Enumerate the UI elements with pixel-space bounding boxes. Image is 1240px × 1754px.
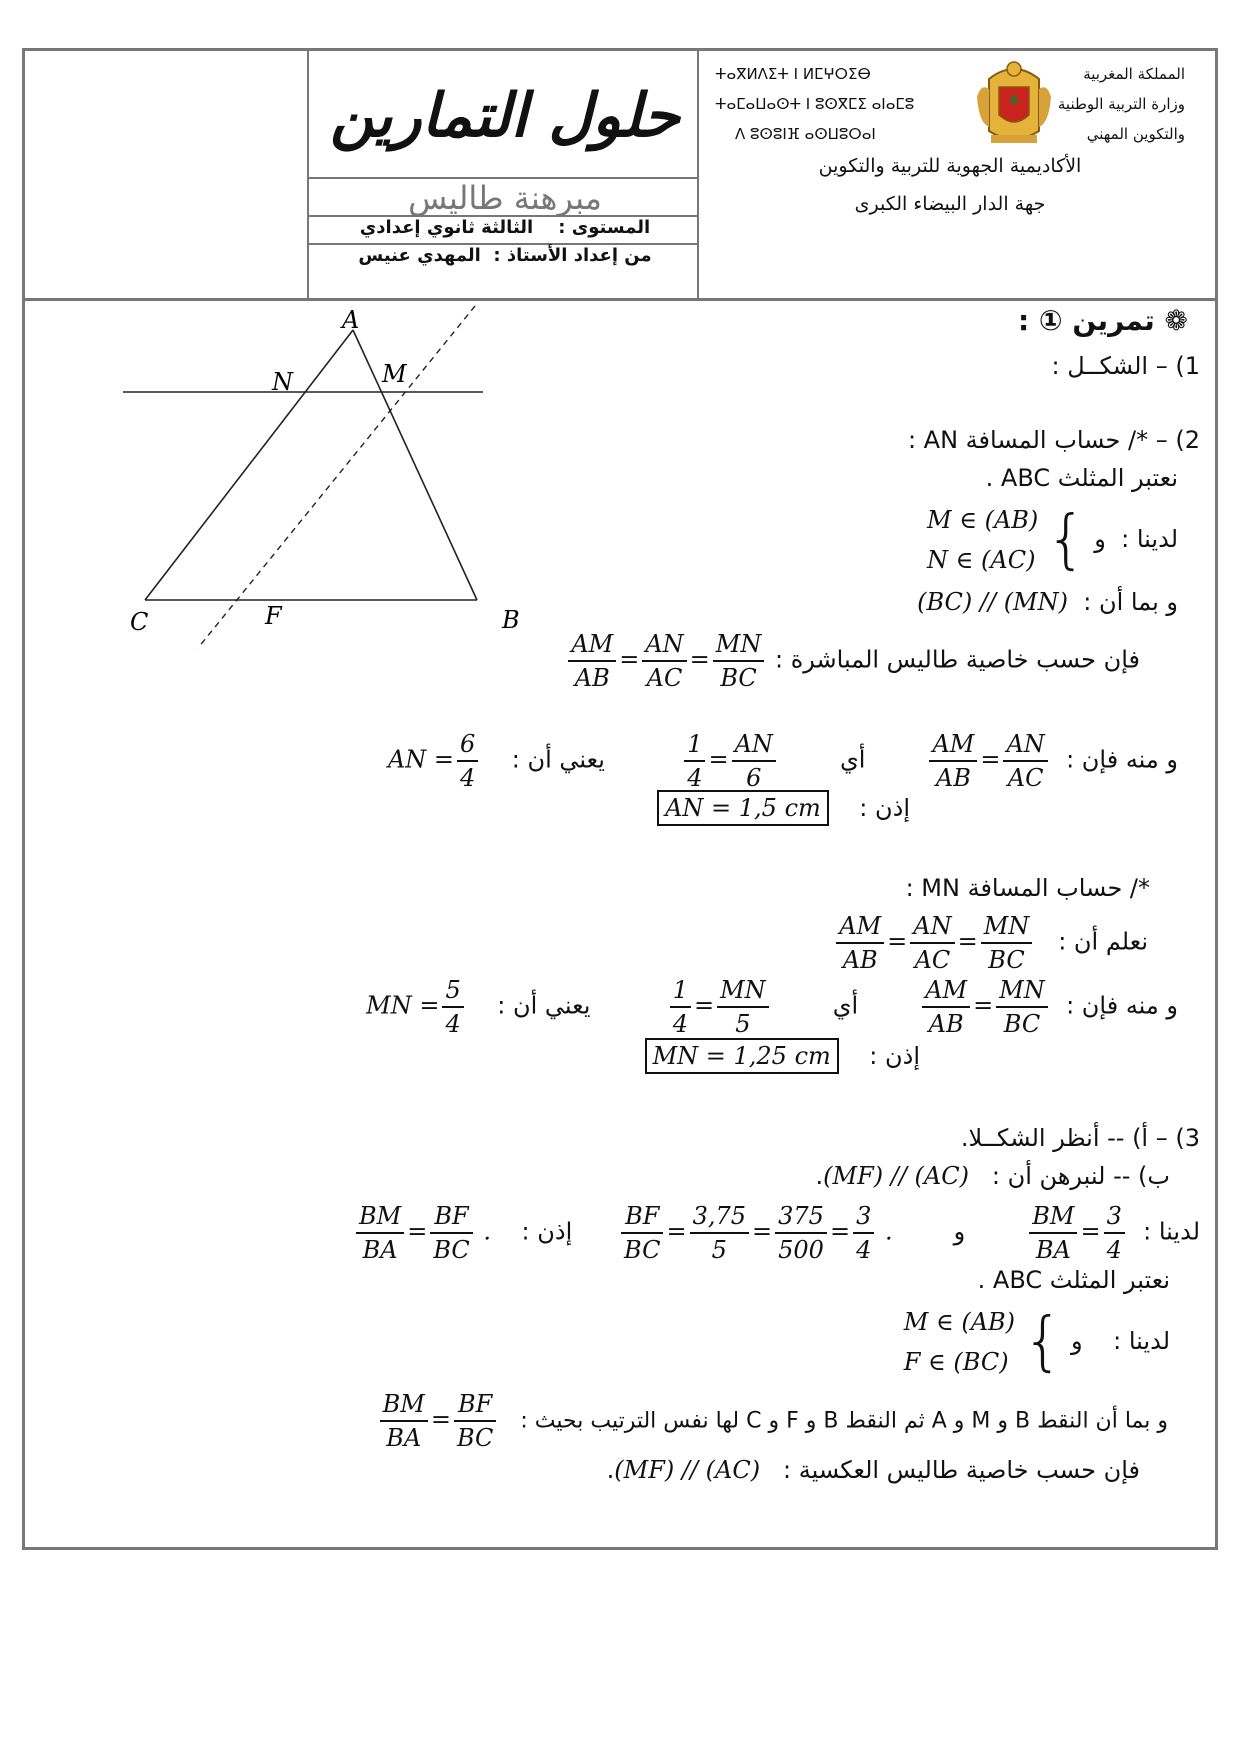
numerator: AN xyxy=(732,728,776,762)
moroccan-emblem-icon xyxy=(973,57,1055,147)
fraction xyxy=(775,1200,827,1266)
we-know-line: نعلم أن : $\frac{AM}{AB}$ = $\frac{AN}{AC}$ = $\frac{MN}{BC}$ xyxy=(833,910,1148,976)
label-n: N xyxy=(272,368,293,396)
fraction xyxy=(442,974,463,1040)
denominator: BC xyxy=(988,946,1025,974)
numerator: MN xyxy=(996,974,1048,1008)
fraction xyxy=(981,910,1033,976)
an-derivation-line: و منه فإن : $\frac{AM}{AB}$ = $\frac{AN}{AC}$ أي $\frac{1}{4}$ = $\frac{AN}{6}$ يعني أن : AN = $\frac{6}{4}$ xyxy=(387,730,1178,792)
fraction xyxy=(1104,1200,1125,1266)
numerator: BF xyxy=(454,1388,496,1422)
ratio-check-line: لدينا : $\frac{BM}{BA}$ = $\frac{3}{4}$ و $\frac{BF}{BC}$ = $\frac{3,75}{5}$ = $\frac{375}{500}$ = $\frac{3}{4}$ . إذن : $\frac{BM}{BA}$ = $\frac{BF}{BC}$ . xyxy=(353,1200,1200,1266)
header-divider-left xyxy=(307,51,309,298)
hence-1: و منه فإن : xyxy=(1066,745,1178,774)
denominator: 5 xyxy=(711,1236,727,1264)
header-divider-right xyxy=(697,51,699,298)
exercise-title: ❁ تمرين ① : xyxy=(1017,304,1188,337)
fraction xyxy=(457,728,478,794)
numerator: 3 xyxy=(853,1200,874,1234)
label-a: A xyxy=(342,306,360,334)
denominator: BC xyxy=(1003,1010,1041,1038)
mf-ac-goal: (MF) // (AC) xyxy=(823,1162,969,1190)
we-know: نعلم أن : xyxy=(1058,927,1148,956)
numerator: AM xyxy=(836,910,884,944)
denominator: AC xyxy=(646,664,683,692)
ministry-line-2: وزارة التربية الوطنية xyxy=(1057,95,1185,113)
fraction xyxy=(684,728,705,794)
denominator: BC xyxy=(456,1424,494,1452)
denominator: BA xyxy=(1035,1236,1071,1264)
consider-abc-2: نعتبر المثلث ABC . xyxy=(977,1266,1170,1294)
fraction xyxy=(713,628,765,694)
denominator: 4 xyxy=(1106,1236,1122,1264)
membership-block-1 xyxy=(927,500,1178,580)
fraction xyxy=(568,628,616,694)
numerator: MN xyxy=(717,974,769,1008)
order-line: و بما أن النقط B و M و A ثم النقط B و F و C لها نفس الترتيب بحيث : $\frac{BM}{BA}$ = $\frac{BF}{BC}$ xyxy=(377,1388,1168,1454)
m-in-ab: M ∈ (AB) xyxy=(926,506,1039,534)
level-label: المستوى xyxy=(571,217,651,238)
an-result: AN = 1,5 cm xyxy=(657,790,829,826)
denominator: BC xyxy=(624,1236,661,1264)
brace-1: } xyxy=(1045,503,1087,577)
thales-ratio-1: $\frac{AM}{AB}$ = $\frac{AN}{AC}$ = $\frac{MN}{BC}$ xyxy=(565,628,767,694)
numerator: AN xyxy=(910,910,954,944)
denominator: 4 xyxy=(856,1236,872,1264)
numerator: BF xyxy=(621,1200,663,1234)
denominator: AB xyxy=(842,946,878,974)
so-1: إذن : xyxy=(859,794,910,822)
label-f: F xyxy=(265,602,282,630)
since-1: و بما أن : xyxy=(1083,588,1178,616)
fraction xyxy=(454,1388,496,1454)
fraction xyxy=(732,728,776,794)
and-1: و xyxy=(1094,525,1106,553)
membership-stack-1 xyxy=(927,500,1038,580)
subject-title: مبرهنة طاليس xyxy=(408,179,602,217)
ministry-line-3: والتكوين المهني xyxy=(1086,125,1185,143)
denominator: 4 xyxy=(687,764,703,792)
header xyxy=(25,51,1215,301)
numerator: 6 xyxy=(457,728,478,762)
fraction xyxy=(690,1200,749,1266)
denominator: BA xyxy=(386,1424,422,1452)
fraction xyxy=(910,910,954,976)
denominator: 500 xyxy=(778,1236,824,1264)
parallel-line-1 xyxy=(917,588,1178,616)
that-is-1: أي xyxy=(839,745,866,774)
label-m: M xyxy=(382,360,407,388)
parallel-bc-mn: (BC) // (MN) xyxy=(917,588,1068,616)
label-c: C xyxy=(130,608,149,636)
numerator: MN xyxy=(981,910,1033,944)
tifinagh-line-3: ⴷ ⵓⵙⵓⵏⴼ ⴰⵙⵡⵓⵔⴰⵏ xyxy=(735,125,876,143)
denominator: 4 xyxy=(672,1010,688,1038)
hence-2: و منه فإن : xyxy=(1066,991,1178,1020)
denominator: AC xyxy=(914,946,951,974)
numerator: AN xyxy=(1003,728,1047,762)
thales-converse-text: فإن حسب خاصية طاليس العكسية : xyxy=(783,1456,1140,1484)
author-line: من إعداد الأستاذ : المهدي عنيس xyxy=(358,245,652,266)
we-have-1: لدينا : xyxy=(1121,525,1178,553)
region-name: جهة الدار البيضاء الكبرى xyxy=(854,193,1046,215)
and-3: و xyxy=(1071,1327,1083,1355)
ministry-line-1: المملكة المغربية xyxy=(1083,65,1185,83)
question-3a: 3) – أ) -- أنظر الشكــلا. xyxy=(960,1124,1200,1152)
numerator: 3 xyxy=(1104,1200,1125,1234)
numerator: 1 xyxy=(670,974,691,1008)
numerator: 1 xyxy=(684,728,705,762)
thales-direct-line xyxy=(565,628,1140,694)
fraction xyxy=(1029,1200,1077,1266)
membership-stack-2 xyxy=(904,1302,1015,1382)
so-3: إذن : xyxy=(521,1217,573,1246)
fraction xyxy=(621,1200,663,1266)
numerator: BF xyxy=(430,1200,472,1234)
order-text: و بما أن النقط B و M و A ثم النقط B و F و C لها نفس الترتيب بحيث : xyxy=(520,1408,1168,1434)
denominator: AB xyxy=(574,664,610,692)
fraction xyxy=(642,628,686,694)
fraction xyxy=(853,1200,874,1266)
level-line: المستوى : الثالثة ثانوي إعدادي xyxy=(359,217,651,238)
we-have-3: لدينا : xyxy=(1113,1327,1170,1355)
author-value: المهدي عنيس xyxy=(358,245,481,266)
meaning-2: يعني أن : xyxy=(497,991,591,1020)
fraction xyxy=(670,974,691,1040)
mn-result-line xyxy=(645,1042,920,1070)
mn-derivation-line: و منه فإن : $\frac{AM}{AB}$ = $\frac{MN}{BC}$ أي $\frac{1}{4}$ = $\frac{MN}{5}$ يعني أن : MN = $\frac{5}{4}$ xyxy=(366,976,1178,1038)
numerator: BM xyxy=(1029,1200,1077,1234)
denominator: AB xyxy=(928,1010,964,1038)
f-in-bc: F ∈ (BC) xyxy=(903,1348,1009,1376)
numerator: AM xyxy=(922,974,970,1008)
numerator: 3,75 xyxy=(690,1200,749,1234)
an-result-line xyxy=(657,794,910,822)
denominator: 4 xyxy=(445,1010,461,1038)
side-ab xyxy=(353,330,477,600)
fraction xyxy=(996,974,1048,1040)
thales-direct-text: فإن حسب خاصية طاليس المباشرة : xyxy=(775,645,1140,674)
fraction xyxy=(380,1388,428,1454)
numerator: AM xyxy=(568,628,616,662)
consider-abc-1: نعتبر المثلث ABC . xyxy=(985,464,1178,492)
tifinagh-line-2: ⵜⴰⵎⴰⵡⴰⵙⵜ ⵏ ⵓⵙⴳⵎⵉ ⴰⵏⴰⵎⵓ xyxy=(715,95,915,113)
that-is-2: أي xyxy=(832,991,859,1020)
numerator: AN xyxy=(642,628,686,662)
m-in-ab-2: M ∈ (AB) xyxy=(903,1308,1016,1336)
numerator: BM xyxy=(380,1388,428,1422)
geometry-figure xyxy=(120,306,560,650)
numerator: MN xyxy=(713,628,765,662)
numerator: AM xyxy=(929,728,977,762)
n-in-ac: N ∈ (AC) xyxy=(926,546,1036,574)
brace-2: } xyxy=(1022,1305,1064,1379)
so-2: إذن : xyxy=(869,1042,920,1070)
and-2: و xyxy=(953,1217,966,1246)
academy-name: الأكاديمية الجهوية للتربية والتكوين xyxy=(818,155,1082,177)
denominator: 4 xyxy=(459,764,476,792)
fraction xyxy=(929,728,977,794)
numerator: 5 xyxy=(442,974,463,1008)
question-2-title: 2) – */ حساب المسافة AN : xyxy=(907,426,1200,454)
thales-converse-line: فإن حسب خاصية طاليس العكسية : (MF) // (AC). xyxy=(606,1456,1140,1484)
author-label: من إعداد الأستاذ xyxy=(506,245,652,266)
side-ac xyxy=(145,330,353,600)
question-3b: ب) -- لنبرهن أن : (MF) // (AC). xyxy=(815,1162,1170,1190)
denominator: 6 xyxy=(746,764,762,792)
mf-ac-conclusion: (MF) // (AC) xyxy=(614,1456,761,1484)
numerator: BM xyxy=(356,1200,404,1234)
doc-title: حلول التمارين xyxy=(330,81,680,151)
ministry-block xyxy=(1058,59,1185,149)
denominator: AB xyxy=(935,764,971,792)
fraction xyxy=(430,1200,472,1266)
we-have-2: لدينا : xyxy=(1143,1217,1200,1246)
mn-title: */ حساب المسافة MN : xyxy=(905,874,1150,902)
denominator: BA xyxy=(362,1236,398,1264)
meaning-1: يعني أن : xyxy=(511,745,605,774)
level-value: الثالثة ثانوي إعدادي xyxy=(359,217,534,238)
numerator: 375 xyxy=(775,1200,827,1234)
fraction xyxy=(1003,728,1047,794)
fraction xyxy=(356,1200,404,1266)
tifinagh-block xyxy=(715,59,914,149)
exercise-title-text: تمرين ① xyxy=(1038,304,1155,337)
tifinagh-line-1: ⵜⴰⴳⵍⴷⵉⵜ ⵏ ⵍⵎⵖⵔⵉⴱ xyxy=(715,65,871,83)
mn-result: MN = 1,25 cm xyxy=(645,1038,839,1074)
fraction xyxy=(717,974,769,1040)
flower-icon: ❁ xyxy=(1164,304,1188,337)
label-b: B xyxy=(502,606,520,634)
denominator: BC xyxy=(720,664,757,692)
fraction xyxy=(922,974,970,1040)
denominator: AC xyxy=(1007,764,1044,792)
q3b-text: ب) -- لنبرهن أن : xyxy=(991,1162,1170,1190)
denominator: 5 xyxy=(735,1010,751,1038)
question-1: 1) – الشكــل : xyxy=(1051,352,1200,380)
fraction xyxy=(836,910,884,976)
membership-block-2 xyxy=(904,1302,1170,1382)
denominator: BC xyxy=(433,1236,470,1264)
